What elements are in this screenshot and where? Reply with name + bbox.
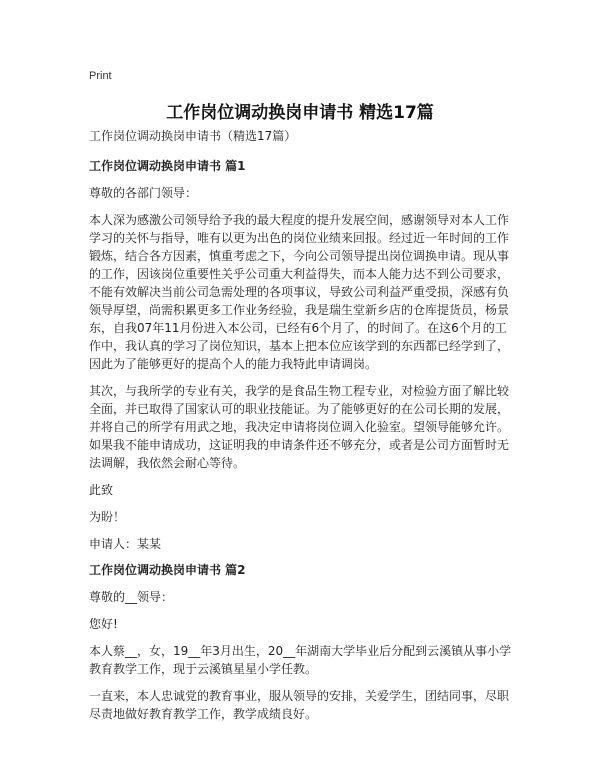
salutation-1: 尊敬的各部门领导： bbox=[89, 186, 198, 200]
document-body bbox=[89, 127, 515, 732]
paragraph-2-2: 一直来，本人忠诚党的教育事业，服从领导的安排，关爱学生，团结同事，尽职尽责地做好教育教学工作，教学成绩良好。 bbox=[89, 689, 510, 721]
print-link[interactable]: Print bbox=[89, 70, 112, 82]
section-heading-1: 工作岗位调动换岗申请书 篇1 bbox=[89, 159, 246, 173]
paragraph-1-1: 本人深为感激公司领导给予我的最大程度的提升发展空间，感谢领导对本人工作学习的关怀与指导，唯有以更为出色的岗位业绩来回报。经过近一年时间的工作锻炼，结合各方因素，慎重考虑之下，今向公司领导提出岗位调换申请。现从事的工作，因该岗位重要性关乎公司重大利益得失，而本人能力达不到公司要求，不能有效解决当前公司急需处理的各项事议，导致公司利益严重受损，深感有负领导厚望，尚需积累更多工作业务经验，我是瑞生堂新乡店的仓库提货员，杨景东，自我07年11月份进入本公司，已经有6个月了，的时间了。在这6个月的工作中，我认真的学习了岗位知识，基本上把本位应该学到的东西都已经学到了，因此为了能够更好的提高个人的能力我特此申请调岗。 bbox=[89, 213, 510, 371]
greeting-2: 您好! bbox=[89, 617, 118, 631]
closing-line-2: 为盼！ bbox=[89, 510, 126, 524]
salutation-2: 尊敬的__领导： bbox=[89, 590, 174, 604]
section-heading-2: 工作岗位调动换岗申请书 篇2 bbox=[89, 563, 246, 577]
closing-line-1: 此致 bbox=[89, 483, 114, 497]
paragraph-1-2: 其次，与我所学的专业有关，我学的是食品生物工程专业，对检验方面了解比较全面，并已取得了国家认可的职业技能证。为了能够更好的在公司长期的发展，并将自己的所学有用武之地，我决定申请将岗位调入化验室。望领导能够允许。如果我不能申请成功，这证明我的申请条件还不够充分，或者是公司方面暂时无法调解，我依然会耐心等待。 bbox=[89, 384, 510, 470]
page-title: 工作岗位调动换岗申请书 精选17篇 bbox=[166, 103, 434, 123]
document-subtitle: 工作岗位调动换岗申请书（精选17篇） bbox=[89, 129, 297, 143]
paragraph-2-1: 本人蔡__，女，19__年3月出生，20__年湖南大学毕业后分配到云溪镇从事小学教育教学工作，现于云溪镇星星小学任教。 bbox=[89, 644, 512, 676]
signature: 申请人：某某 bbox=[89, 537, 162, 551]
